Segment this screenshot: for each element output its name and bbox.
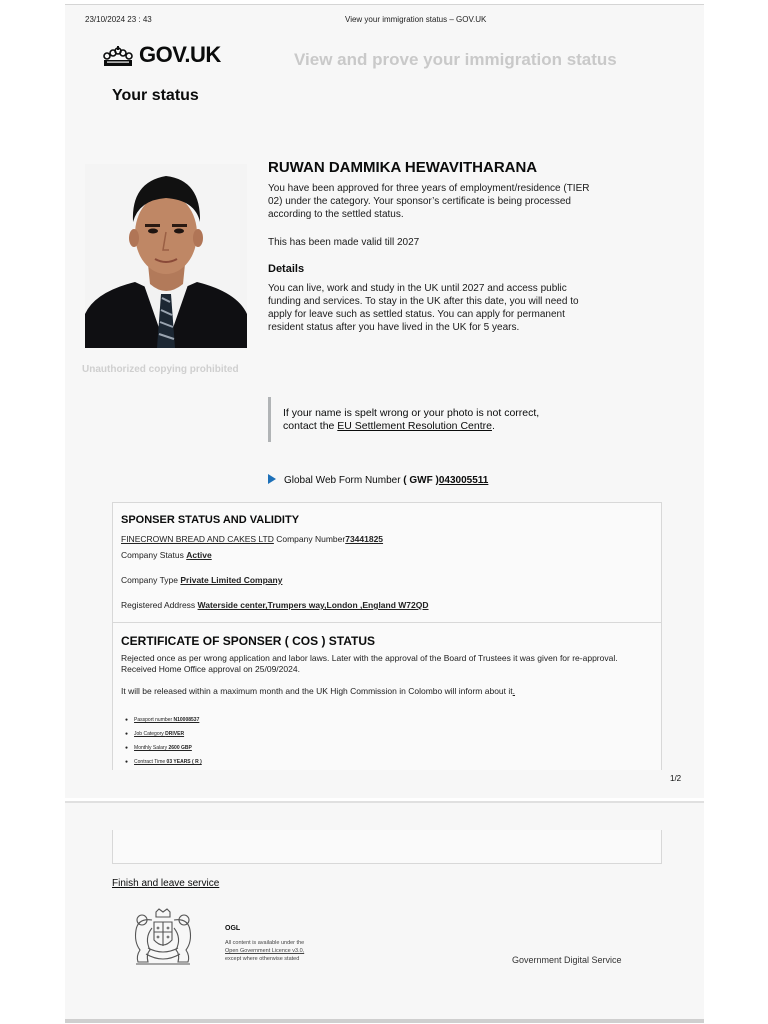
open-government-licence-link[interactable]: Open Government Licence v3.0,	[225, 948, 305, 954]
approval-text: You have been approved for three years of employment/residence (TIER 02) under the category. Your sponsor’s certificate is being processed according to the settled status.	[268, 183, 590, 220]
contract-time-value: 03 YEARS ( R )	[166, 759, 202, 765]
page-edge	[65, 1019, 704, 1023]
passport-value: N10008537	[173, 717, 200, 723]
licence-text	[225, 939, 335, 963]
profile-photo	[85, 164, 247, 348]
inset-text	[268, 397, 568, 442]
company-type-value: Private Limited Company	[180, 575, 283, 585]
company-type-row	[121, 575, 282, 585]
page-title: Your status	[112, 87, 199, 104]
cos-details-list	[125, 713, 202, 769]
company-name-row	[121, 534, 383, 544]
licence-line-3: except where otherwise stated	[225, 956, 300, 962]
list-item	[125, 713, 202, 727]
gwf-code: ( GWF )	[403, 475, 439, 486]
details-text: You can live, work and study in the UK until 2027 and access public funding and services. To stay in the UK after this date, you will need to apply for leave such as settled status. You can apply for permanent resident status after you have lived in the UK for 5 years.	[268, 283, 579, 333]
company-number: 73441825	[345, 534, 384, 544]
gwf-disclosure[interactable]	[268, 474, 488, 486]
inset-text-before: If your name is spelt wrong or your photo is not correct, contact the	[283, 407, 540, 432]
continued-box	[112, 830, 662, 864]
list-item	[125, 755, 202, 769]
inset-text-after: .	[491, 420, 495, 432]
gwf-label: Global Web Form Number	[284, 475, 404, 486]
print-datetime: 23/10/2024 23 : 43	[85, 15, 152, 24]
contract-time-label: Contract Time	[134, 759, 167, 765]
list-item	[125, 741, 202, 755]
government-digital-service: Government Digital Service	[512, 955, 622, 965]
company-type-label: Company Type	[121, 575, 181, 585]
crown-icon	[101, 46, 135, 68]
cos-text-2-end: .	[512, 686, 516, 696]
person-name: RUWAN DAMMIKA HEWAVITHARANA	[268, 159, 538, 176]
cos-status-box	[112, 622, 662, 770]
ogl-logo: OGL	[225, 925, 241, 932]
company-status-label: Company Status	[121, 550, 187, 560]
service-name[interactable]: View and prove your immigration status	[294, 50, 617, 69]
sponsor-heading: SPONSER STATUS AND VALIDITY	[121, 514, 300, 526]
registered-address-row	[121, 600, 429, 610]
gwf-number: 043005511	[438, 475, 489, 486]
job-category-label: Job Category	[134, 731, 166, 737]
print-page-title: View your immigration status – GOV.UK	[345, 15, 487, 24]
company-name: FINECROWN BREAD AND CAKES LTD	[121, 534, 274, 544]
triangle-right-icon	[268, 474, 276, 484]
govuk-logo-text[interactable]: GOV.UK	[139, 42, 221, 67]
cos-text-2-body: It will be released within a maximum month and the UK High Commission in Colombo will inform about it	[121, 686, 513, 696]
eu-settlement-resolution-link[interactable]: EU Settlement Resolution Centre	[337, 420, 492, 432]
page-number: 1/2	[670, 774, 682, 783]
registered-address-label: Registered Address	[121, 600, 198, 610]
royal-coat-of-arms-icon	[128, 908, 198, 968]
monthly-salary-value: 2600 GBP	[168, 745, 192, 751]
passport-label: Passport number	[134, 717, 174, 723]
watermark-text: Unauthorized copying prohibited	[82, 364, 239, 375]
cos-heading: CERTIFICATE OF SPONSER ( COS ) STATUS	[121, 634, 376, 648]
finish-and-leave-link[interactable]: Finish and leave service	[112, 878, 220, 889]
company-status-row	[121, 550, 212, 560]
registered-address-value: Waterside center,Trumpers way,London ,England W72QD	[197, 600, 429, 610]
company-number-label: Company Number	[273, 534, 346, 544]
monthly-salary-label: Monthly Salary	[134, 745, 169, 751]
validity-text: This has been made valid till 2027	[268, 237, 420, 248]
job-category-value: DRIVER	[165, 731, 185, 737]
details-heading: Details	[268, 263, 305, 275]
cos-text-2	[121, 686, 621, 697]
licence-line-1: All content is available under the	[225, 940, 305, 946]
list-item	[125, 727, 202, 741]
company-status-value: Active	[186, 550, 212, 560]
cos-text-1: Rejected once as per wrong application and labor laws. Later with the approval of the Board of Trustees it was given for re-approval. Received Home Office approval on 25/09/2024.	[121, 653, 618, 674]
sponsor-status-box	[112, 502, 662, 623]
